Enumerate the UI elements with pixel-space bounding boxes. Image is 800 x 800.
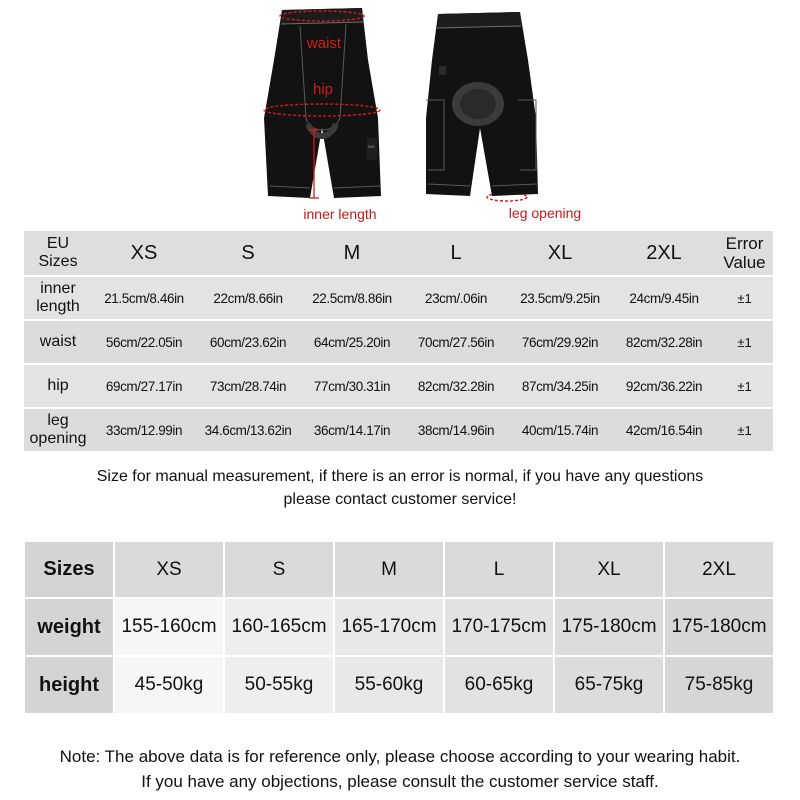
table-cell: 42cm/16.54in: [612, 408, 716, 452]
table-cell: 87cm/34.25in: [508, 364, 612, 408]
error-value-cell: ±1: [716, 408, 773, 452]
table-row-inner-length: [24, 276, 773, 320]
table-cell: 76cm/29.92in: [508, 320, 612, 364]
shorts-back-view: [426, 12, 538, 196]
body-size-header-l: L: [444, 541, 554, 598]
body-size-header-2xl: 2XL: [664, 541, 774, 598]
row-label-height: height: [24, 656, 114, 714]
body-size-header-row: [24, 541, 774, 598]
table-cell: 33cm/12.99in: [92, 408, 196, 452]
size-header-xl: XL: [508, 231, 612, 276]
table-cell: 34.6cm/13.62in: [196, 408, 300, 452]
table-cell: 55-60kg: [334, 656, 444, 714]
size-header-l: L: [404, 231, 508, 276]
table-row-height: [24, 656, 774, 714]
body-size-header-xl: XL: [554, 541, 664, 598]
waist-label: waist: [306, 35, 342, 52]
table-cell: 23.5cm/9.25in: [508, 276, 612, 320]
row-label-hip: hip: [24, 364, 92, 408]
size-header-2xl: 2XL: [612, 231, 716, 276]
table-cell: 38cm/14.96in: [404, 408, 508, 452]
eu-sizes-header: EU Sizes: [24, 231, 92, 276]
table-cell: 60-65kg: [444, 656, 554, 714]
size-measurement-table: [24, 231, 773, 453]
size-header-m: M: [300, 231, 404, 276]
table-cell: 175-180cm: [664, 598, 774, 656]
table-cell: 155-160cm: [114, 598, 224, 656]
table-cell: 24cm/9.45in: [612, 276, 716, 320]
table-cell: 64cm/25.20in: [300, 320, 404, 364]
row-label-weight: weight: [24, 598, 114, 656]
table-cell: 65-75kg: [554, 656, 664, 714]
row-label-waist: waist: [24, 320, 92, 364]
table-cell: 60cm/23.62in: [196, 320, 300, 364]
table-row-hip: [24, 364, 773, 408]
table-row-weight: [24, 598, 774, 656]
table-cell: 69cm/27.17in: [92, 364, 196, 408]
svg-text:INS: INS: [368, 144, 375, 149]
table-cell: 21.5cm/8.46in: [92, 276, 196, 320]
table-cell: 82cm/32.28in: [612, 320, 716, 364]
table-cell: 73cm/28.74in: [196, 364, 300, 408]
table-cell: 77cm/30.31in: [300, 364, 404, 408]
table-cell: 170-175cm: [444, 598, 554, 656]
table-cell: 175-180cm: [554, 598, 664, 656]
table-cell: 70cm/27.56in: [404, 320, 508, 364]
table-cell: 22.5cm/8.86in: [300, 276, 404, 320]
table-cell: 22cm/8.66in: [196, 276, 300, 320]
size-header-xs: XS: [92, 231, 196, 276]
table-cell: 23cm/.06in: [404, 276, 508, 320]
reference-note: Note: The above data is for reference only, please choose according to your wearing habit. If you have any objections, please consult the customer service staff.: [59, 747, 741, 791]
table-cell: 56cm/22.05in: [92, 320, 196, 364]
error-value-cell: ±1: [716, 276, 773, 320]
body-size-table: [23, 540, 775, 715]
error-value-cell: ±1: [716, 364, 773, 408]
body-size-header-s: S: [224, 541, 334, 598]
size-header-s: S: [196, 231, 300, 276]
row-label-inner-length: inner length: [24, 276, 92, 320]
row-label-leg-opening: leg opening: [24, 408, 92, 452]
table-cell: 36cm/14.17in: [300, 408, 404, 452]
table-row-waist: [24, 320, 773, 364]
sizes-header: Sizes: [24, 541, 114, 598]
inner-length-label: inner length: [303, 206, 377, 222]
table-cell: 40cm/15.74in: [508, 408, 612, 452]
error-value-cell: ±1: [716, 320, 773, 364]
leg-opening-label: leg opening: [508, 205, 582, 221]
table-row-leg-opening: [24, 408, 773, 452]
table-cell: 45-50kg: [114, 656, 224, 714]
hip-label: hip: [312, 81, 334, 98]
table-cell: 92cm/36.22in: [612, 364, 716, 408]
table-cell: 160-165cm: [224, 598, 334, 656]
size-header-row: [24, 231, 773, 276]
body-size-header-xs: XS: [114, 541, 224, 598]
table-cell: 82cm/32.28in: [404, 364, 508, 408]
error-value-header: Error Value: [716, 231, 773, 276]
shorts-illustration: [0, 0, 800, 228]
table-cell: 75-85kg: [664, 656, 774, 714]
table-cell: 165-170cm: [334, 598, 444, 656]
body-size-header-m: M: [334, 541, 444, 598]
measurement-note: Size for manual measurement, if there is an error is normal, if you have any questions please contact customer service!: [96, 468, 704, 508]
table-cell: 50-55kg: [224, 656, 334, 714]
